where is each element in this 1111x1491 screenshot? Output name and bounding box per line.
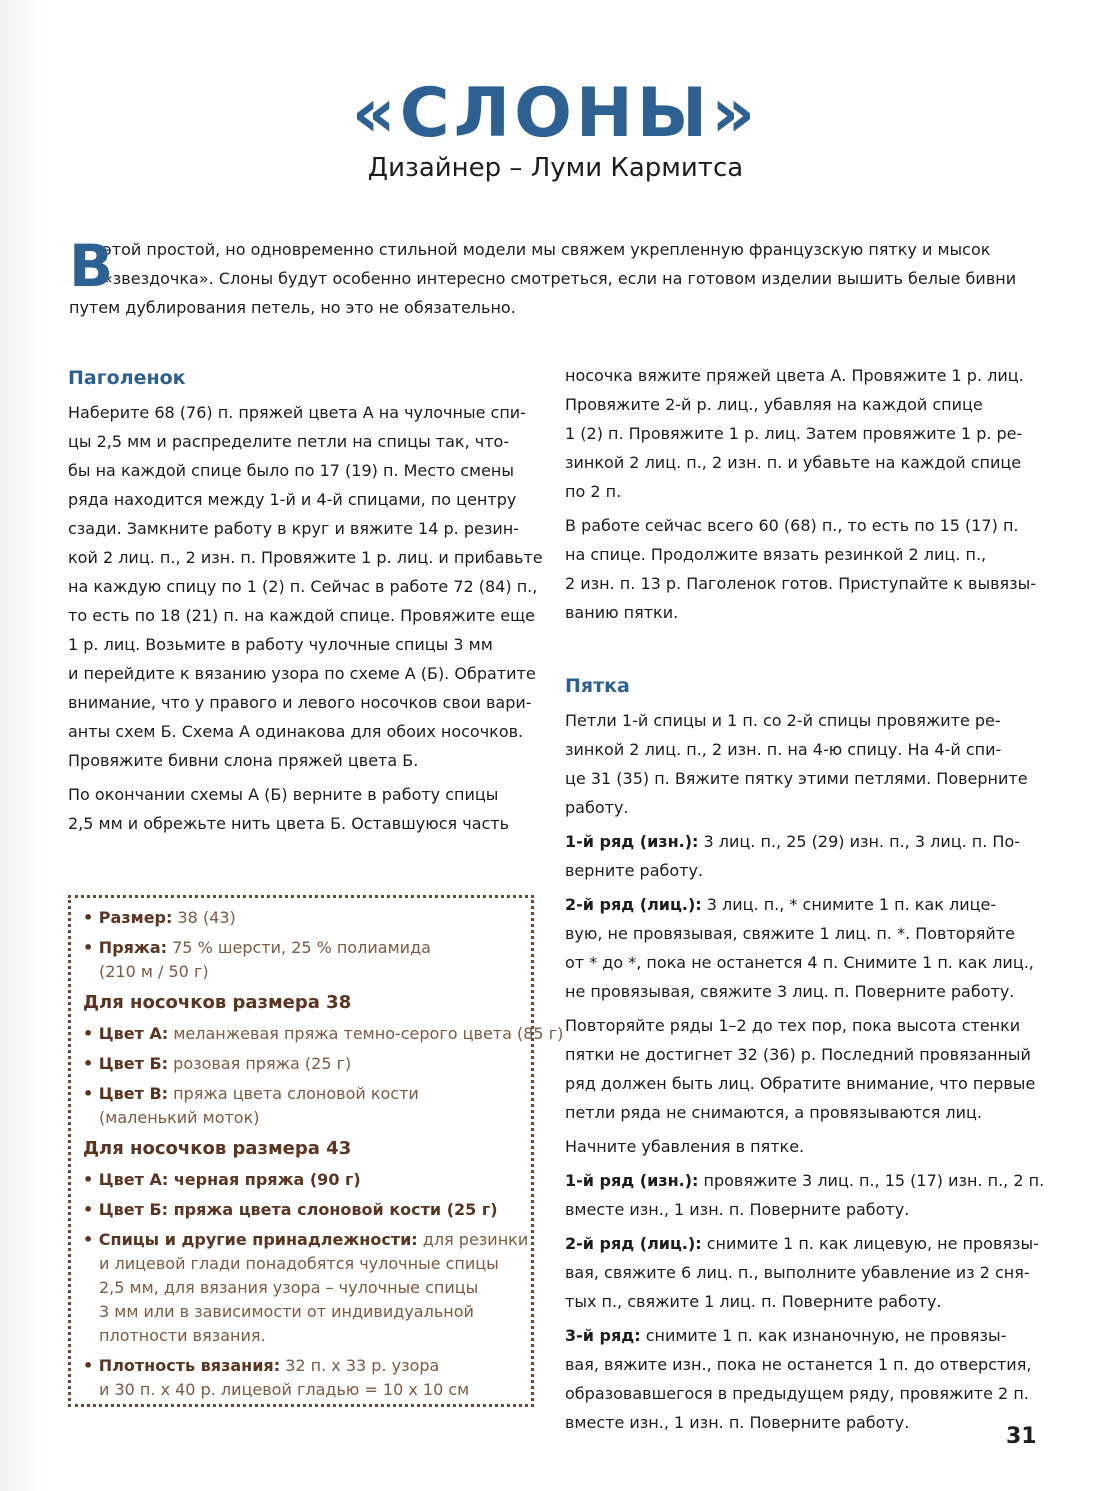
right-column <box>565 361 1045 1442</box>
text-line <box>565 1321 1040 1350</box>
text-line <box>565 1229 1040 1258</box>
item-value-line: (210 м / 50 г) <box>99 962 209 981</box>
text-line <box>565 448 1040 477</box>
item-value: 75 % шерсти, 25 % полиамида <box>172 938 431 957</box>
bullet-icon: • <box>83 1170 99 1189</box>
text-line <box>68 601 538 630</box>
text-line <box>565 1258 1040 1287</box>
line-text: провяжите 3 лиц. п., 15 (17) изн. п., 2 п. <box>698 1171 1045 1190</box>
item-value: 38 (43) <box>177 908 236 927</box>
text-line <box>68 630 538 659</box>
line-text: цы 2,5 мм и распределите петли на спицы так, что- <box>68 432 510 451</box>
text-line <box>68 572 538 601</box>
line-text: тых п., свяжите 1 лиц. п. Поверните работу. <box>565 1292 942 1311</box>
line-text: ряда находится между 1-й и 4-й спицами, по центру <box>68 490 517 509</box>
text-line <box>565 827 1040 856</box>
item-value: меланжевая пряжа темно-серого цвета (85 г) <box>173 1024 564 1043</box>
item-label: Плотность вязания: <box>98 1356 281 1375</box>
text-line <box>565 977 1040 1006</box>
line-text: внимание, что у правого и левого носочков свои вари- <box>68 693 532 712</box>
text-line <box>68 659 538 688</box>
text-line <box>565 764 1040 793</box>
row-label: 2-й ряд (лиц.): <box>565 1234 702 1253</box>
page-title: «СЛОНЫ» <box>351 74 760 153</box>
line-text: 2,5 мм и обрежьте нить цвета Б. Оставшуюся часть <box>68 814 510 833</box>
text-line <box>565 390 1040 419</box>
paragraph <box>68 398 543 775</box>
item-value-line: и 30 п. х 40 р. лицевой гладью = 10 х 10 см <box>99 1380 470 1399</box>
line-text: ванию пятки. <box>565 603 679 622</box>
material-item <box>83 1198 531 1222</box>
line-text: снимите 1 п. как изнаночную, не провязы- <box>640 1326 1007 1345</box>
line-text: то есть по 18 (21) п. на каждой спице. Провяжите еще <box>68 606 535 625</box>
item-line <box>83 1168 531 1192</box>
paragraph <box>565 706 1040 822</box>
item-value: 32 п. х 33 р. узора <box>285 1356 440 1375</box>
row-label: 1-й ряд (изн.): <box>565 832 699 851</box>
text-line <box>565 361 1040 390</box>
line-text: сзади. Замкните работу в круг и вяжите 14 р. резин- <box>68 519 519 538</box>
text-line <box>68 485 538 514</box>
paragraph <box>565 1132 1040 1161</box>
text-line <box>565 1408 1040 1437</box>
material-item <box>83 936 531 984</box>
line-text: образовавшегося в предыдущем ряду, провяжите 2 п. <box>565 1384 1029 1403</box>
line-text: зинкой 2 лиц. п., 2 изн. п. и убавьте на каждой спице <box>565 453 1022 472</box>
line-text: В работе сейчас всего 60 (68) п., то есть по 15 (17) п. <box>565 516 1019 535</box>
intro-line: этой простой, но одновременно стильной модели мы свяжем укрепленную французскую пятку и мысок <box>103 240 991 259</box>
item-label: Цвет Б: <box>98 1054 169 1073</box>
line-text: 1 р. лиц. Возьмите в работу чулочные спицы 3 мм <box>68 635 493 654</box>
item-line <box>83 936 531 960</box>
bullet-icon: • <box>83 1084 99 1103</box>
section-heading-heel: Пятка <box>565 675 630 697</box>
item-value-line: и лицевой глади понадобятся чулочные спицы <box>99 1254 499 1273</box>
line-text: пятки не достигнет 32 (36) р. Последний провязанный <box>565 1045 1031 1064</box>
line-text: работу. <box>565 798 629 817</box>
line-text: ряд должен быть лиц. Обратите внимание, что первые <box>565 1074 1036 1093</box>
text-line <box>68 809 538 838</box>
line-text: Провяжите 2-й р. лиц., убавляя на каждой спице <box>565 395 983 414</box>
material-item <box>83 1168 531 1192</box>
paragraph <box>565 1321 1040 1437</box>
text-line <box>68 427 538 456</box>
line-text: вую, не провязывая, свяжите 1 лиц. п. *. Повторяйте <box>565 924 1015 943</box>
intro-paragraph <box>69 232 1029 322</box>
material-item <box>83 1022 564 1046</box>
paragraph <box>565 1011 1040 1127</box>
item-value: розовая пряжа (25 г) <box>173 1054 352 1073</box>
item-value-line: 2,5 мм, для вязания узора – чулочные спицы <box>99 1278 479 1297</box>
text-line <box>68 688 538 717</box>
size-group-heading: Для носочков размера 43 <box>83 1138 352 1159</box>
line-text: и перейдите к вязанию узора по схеме А (Б). Обратите <box>68 664 536 683</box>
line-text: на спице. Продолжите вязать резинкой 2 лиц. п., <box>565 545 987 564</box>
item-value-line: (маленький моток) <box>99 1108 260 1127</box>
line-text: 1 (2) п. Провяжите 1 р. лиц. Затем провяжите 1 р. ре- <box>565 424 1023 443</box>
row-label: 1-й ряд (изн.): <box>565 1171 699 1190</box>
text-line <box>565 793 1040 822</box>
line-text: бы на каждой спице было по 17 (19) п. Место смены <box>68 461 515 480</box>
item-label: Размер: <box>98 908 173 927</box>
text-line <box>565 856 1040 885</box>
text-line <box>565 1011 1040 1040</box>
paragraph <box>565 1229 1040 1316</box>
item-line <box>83 1052 531 1076</box>
line-text: 2 изн. п. 13 р. Паголенок готов. Приступайте к вывязы- <box>565 574 1037 593</box>
materials-box <box>68 895 564 1407</box>
material-item <box>83 1082 531 1130</box>
item-label: Спицы и другие принадлежности: <box>98 1230 418 1249</box>
paragraph <box>565 511 1040 627</box>
material-item <box>83 1354 531 1402</box>
text-line <box>565 706 1040 735</box>
item-label: Цвет А: черная пряжа (90 г) <box>98 1170 361 1189</box>
text-line <box>565 890 1040 919</box>
bullet-icon: • <box>83 1230 99 1249</box>
line-text: не провязывая, свяжите 3 лиц. п. Поверните работу. <box>565 982 1015 1001</box>
text-line <box>565 477 1040 506</box>
line-text: По окончании схемы А (Б) верните в работу спицы <box>68 785 499 804</box>
size-group-heading: Для носочков размера 38 <box>83 992 352 1013</box>
line-text: носочка вяжите пряжей цвета А. Провяжите 1 р. лиц. <box>565 366 1024 385</box>
paragraph <box>565 827 1040 885</box>
item-value-line: 3 мм или в зависимости от индивидуальной <box>99 1302 474 1321</box>
text-line <box>565 735 1040 764</box>
paragraph <box>565 361 1040 506</box>
text-line <box>565 1098 1040 1127</box>
text-line <box>565 1166 1045 1195</box>
line-text: Начните убавления в пятке. <box>565 1137 805 1156</box>
item-label: Цвет В: <box>98 1084 169 1103</box>
text-line <box>565 1132 1040 1161</box>
item-label: Цвет А: <box>98 1024 169 1043</box>
text-line <box>565 919 1040 948</box>
item-line <box>83 1198 531 1222</box>
left-column <box>68 362 543 843</box>
line-text: Провяжите бивни слона пряжей цвета Б. <box>68 751 419 770</box>
text-line <box>68 780 538 809</box>
line-text: Петли 1-й спицы и 1 п. со 2-й спицы провяжите ре- <box>565 711 1001 730</box>
text-line <box>565 1379 1040 1408</box>
page-number: 31 <box>1006 1424 1037 1449</box>
material-item <box>83 1228 531 1348</box>
bullet-icon: • <box>83 1356 99 1375</box>
line-text: 3 лиц. п., 25 (29) изн. п., 3 лиц. п. По- <box>698 832 1021 851</box>
line-text: вместе изн., 1 изн. п. Поверните работу. <box>565 1413 910 1432</box>
bullet-icon: • <box>83 1200 99 1219</box>
line-text: на каждую спицу по 1 (2) п. Сейчас в работе 72 (84) п., <box>68 577 538 596</box>
paragraph <box>565 1166 1045 1224</box>
line-text: от * до *, пока не останется 4 п. Снимите 1 п. как лиц., <box>565 953 1034 972</box>
text-line <box>68 717 538 746</box>
item-line <box>83 906 531 930</box>
line-text: це 31 (35) п. Вяжите пятку этими петлями. Поверните <box>565 769 1028 788</box>
intro-line: путем дублирования петель, но это не обязательно. <box>69 298 516 317</box>
item-line <box>83 1228 531 1252</box>
text-line <box>565 598 1040 627</box>
line-text: верните работу. <box>565 861 704 880</box>
item-label: Пряжа: <box>98 938 168 957</box>
line-text: вместе изн., 1 изн. п. Поверните работу. <box>565 1200 910 1219</box>
text-line <box>68 746 538 775</box>
line-text: снимите 1 п. как лицевую, не провязы- <box>701 1234 1039 1253</box>
line-text: зинкой 2 лиц. п., 2 изн. п. на 4-ю спицу. На 4-й спи- <box>565 740 1002 759</box>
line-text: кой 2 лиц. п., 2 изн. п. Провяжите 1 р. лиц. и прибавьте <box>68 548 543 567</box>
text-line <box>565 1040 1040 1069</box>
drop-cap: В <box>69 232 114 300</box>
bullet-icon: • <box>83 1054 99 1073</box>
section-heading-pagolenok: Паголенок <box>68 367 186 389</box>
material-item <box>83 906 531 930</box>
text-line <box>565 1195 1040 1224</box>
line-text: вая, вяжите изн., пока не останется 1 п. до отверстия, <box>565 1355 1032 1374</box>
bullet-icon: • <box>83 908 99 927</box>
text-line <box>68 514 538 543</box>
page-gutter-shadow <box>0 0 46 1491</box>
designer-subtitle: Дизайнер – Луми Кармитса <box>367 153 744 183</box>
text-line <box>565 948 1040 977</box>
text-line <box>565 540 1040 569</box>
line-text: по 2 п. <box>565 482 622 501</box>
line-text: Наберите 68 (76) п. пряжей цвета А на чулочные спи- <box>68 403 526 422</box>
text-line <box>68 398 538 427</box>
paragraph <box>68 780 538 838</box>
text-line <box>565 1287 1040 1316</box>
line-text: Повторяйте ряды 1–2 до тех пор, пока высота стенки <box>565 1016 1021 1035</box>
item-line <box>83 1082 531 1106</box>
item-line <box>83 1354 531 1378</box>
bullet-icon: • <box>83 938 99 957</box>
item-value: пряжа цвета слоновой кости <box>173 1084 419 1103</box>
item-label: Цвет Б: пряжа цвета слоновой кости (25 г) <box>98 1200 498 1219</box>
line-text: петли ряда не снимаются, а провязываются лиц. <box>565 1103 982 1122</box>
row-label: 2-й ряд (лиц.): <box>565 895 702 914</box>
line-text: вая, свяжите 6 лиц. п., выполните убавление из 2 сня- <box>565 1263 1030 1282</box>
text-line <box>565 1350 1040 1379</box>
text-line <box>565 419 1040 448</box>
text-line <box>565 1069 1040 1098</box>
item-value: для резинки <box>422 1230 529 1249</box>
text-line <box>565 569 1040 598</box>
bullet-icon: • <box>83 1024 99 1043</box>
row-label: 3-й ряд: <box>565 1326 641 1345</box>
line-text: анты схем Б. Схема А одинакова для обоих носочков. <box>68 722 524 741</box>
text-line <box>68 456 538 485</box>
spacer <box>565 632 1040 670</box>
material-item <box>83 1052 531 1076</box>
text-line <box>565 511 1040 540</box>
paragraph <box>565 890 1040 1006</box>
line-text: 3 лиц. п., * снимите 1 п. как лице- <box>701 895 997 914</box>
intro-line: «звездочка». Слоны будут особенно интересно смотреться, если на готовом изделии вышить белые бивни <box>103 269 1017 288</box>
item-line <box>83 1022 564 1046</box>
item-value-line: плотности вязания. <box>99 1326 266 1345</box>
text-line <box>68 543 543 572</box>
